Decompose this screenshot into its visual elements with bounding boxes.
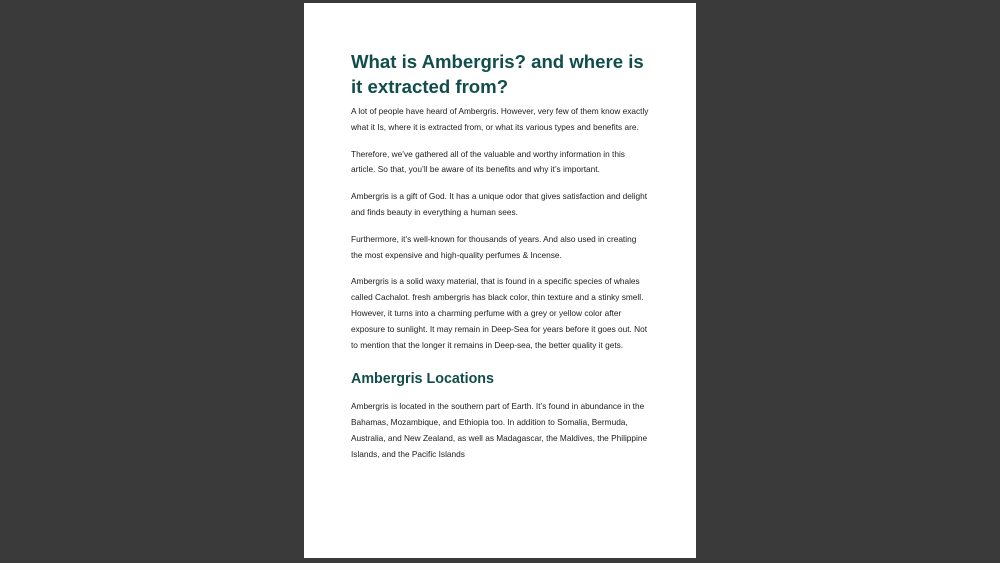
intro-paragraph-4: Furthermore, it’s well-known for thousands of years. And also used in creating the most expensive and high-quality perfumes & Incense. bbox=[351, 233, 637, 260]
page-title: What is Ambergris? and where is it extracted from? bbox=[351, 51, 644, 97]
intro-paragraph-3: Ambergris is a gift of God. It has a unique odor that gives satisfaction and delight and finds beauty in everything a human sees. bbox=[351, 191, 648, 217]
document-page bbox=[304, 3, 696, 558]
intro-paragraph-5: Ambergris is a solid waxy material, that is found in a specific species of whales called Cachalot. fresh ambergris has black color, thin texture and a stinky smell. However, it turns into a charming perfume with a grey or yellow color after exposure to sunlight. It may remain in Deep-Sea for years before it goes out. Not to mention that the longer it remains in Deep-sea, the better quality it gets. bbox=[351, 276, 648, 350]
intro-paragraph-2: Therefore, we’ve gathered all of the valuable and worthy information in this article. So that, you’ll be aware of its benefits and why it’s important. bbox=[351, 148, 625, 175]
intro-paragraph-1: A lot of people have heard of Ambergris. However, very few of them know exactly what it Is, where it is extracted from, or what its various types and benefits are. bbox=[351, 106, 649, 132]
section-heading-locations: Ambergris Locations bbox=[351, 371, 494, 388]
locations-paragraph: Ambergris is located in the southern part of Earth. It’s found in abundance in the Bahamas, Mozambique, and Ethiopia too. In addition to Somalia, Bermuda, Australia, and New Zealand, as well as Madagascar, the Maldives, the Philippine Islands, and the Pacific Islands bbox=[351, 401, 648, 459]
